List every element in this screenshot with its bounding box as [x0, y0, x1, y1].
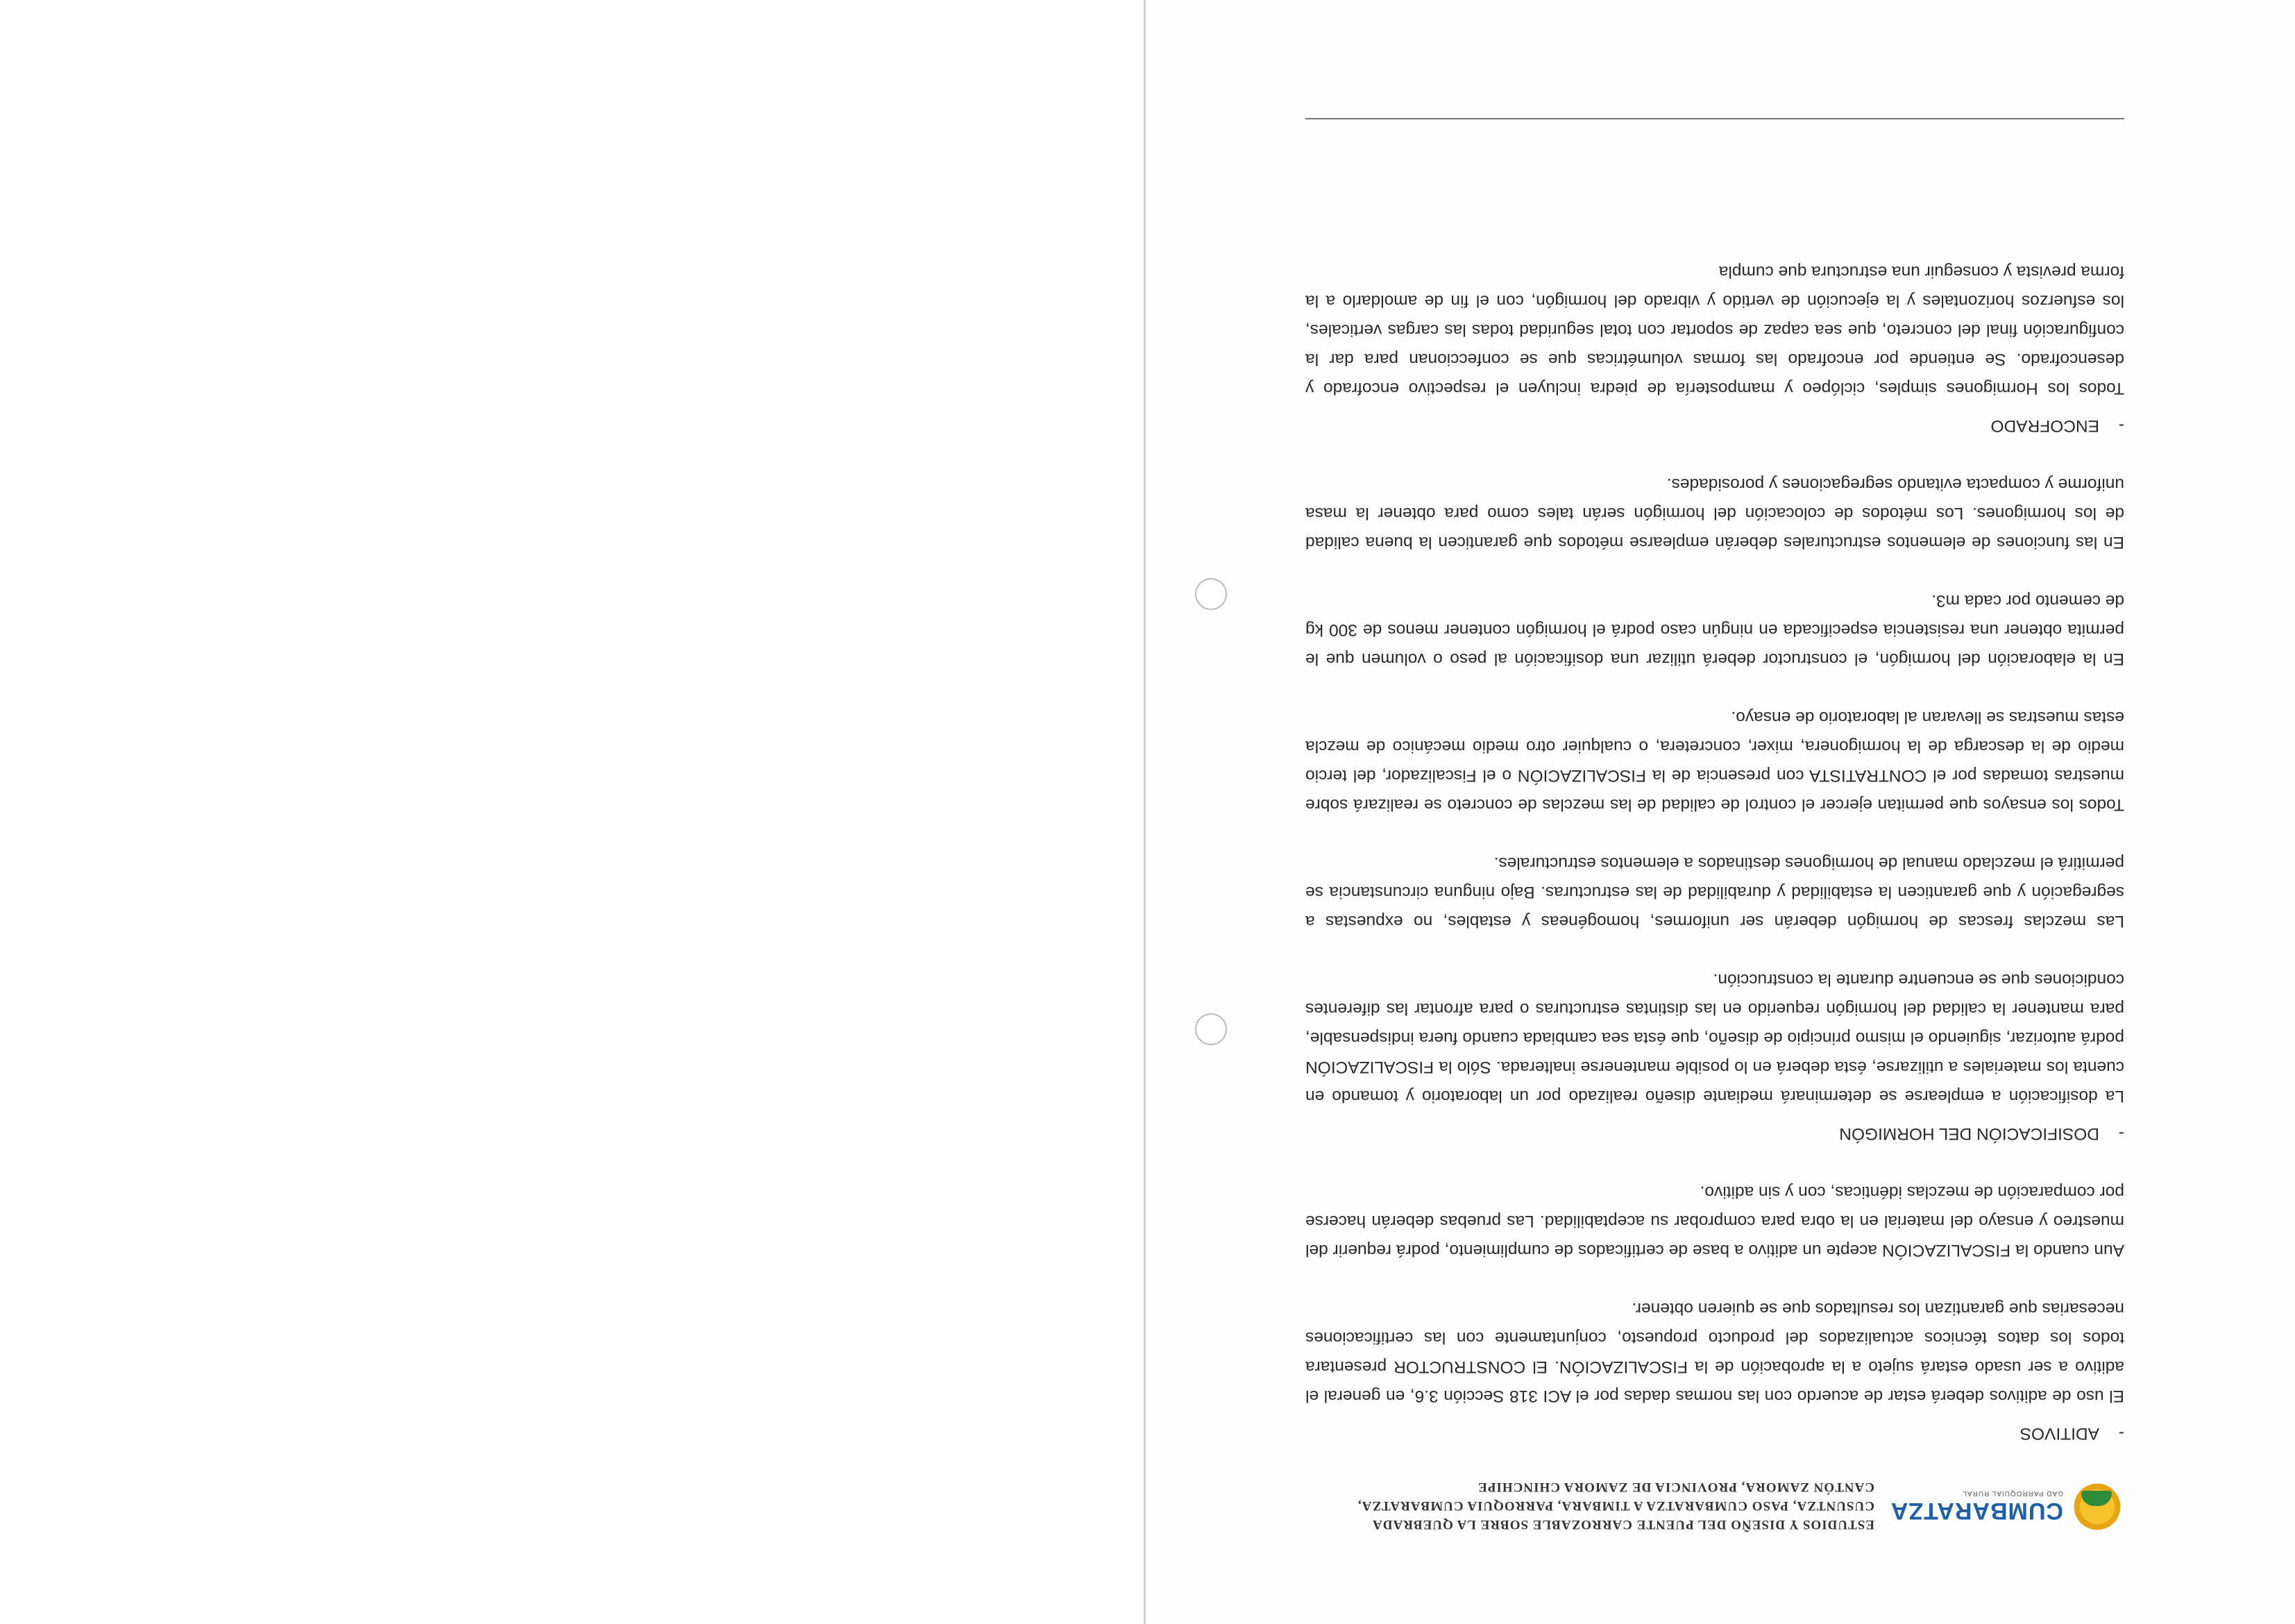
bullet-dash: - — [2118, 1124, 2124, 1143]
paragraph: Todos los Hormigones simples, ciclópeo y mampostería de piedra incluyen el respectivo encofrado y desencofrado. Se entiende por encofrado las formas volumétricas que se confeccionan para dar la configuración final del concreto, que sea capaz de soportar con total seguridad todas las cargas verticales, los esfuerzos horizontales y la ejecución de vertido y vibrado del hormigón, con el fin de amoldarlo a la forma prevista y conseguir una estructura que cumpla — [1305, 262, 2124, 398]
heading-text: ENCOFRADO — [1990, 416, 2099, 435]
document-header — [1305, 1457, 2124, 1534]
section-heading-aditivos — [1305, 1419, 2124, 1448]
title-line: ESTUDIOS Y DISEÑO DEL PUENTE CARROZABLE SOBRE LA QUEBRADA — [1372, 1517, 1874, 1532]
blank-left-page — [0, 0, 1142, 1624]
title-line: CANTÓN ZAMORA, PROVINCIA DE ZAMORA CHINCHIPE — [1477, 1480, 1874, 1494]
bullet-dash: - — [2118, 416, 2124, 435]
logo-subtitle: GAD PARROQUIAL RURAL — [1962, 1489, 2063, 1497]
document-body — [1305, 257, 2124, 1448]
title-line: CUSUNTZA, PASO CUMBARATZA A TIMBARA, PARROQUIA CUMBARATZA, — [1357, 1498, 1874, 1513]
rotated-content — [1305, 76, 2124, 1534]
heading-text: ADITIVOS — [2019, 1424, 2099, 1443]
logo — [1874, 1480, 2124, 1534]
paragraph: En la elaboración del hormigón, el constructor deberá utilizar una dosificación al peso o volumen que le permita obtener una resistencia especificada en ningún caso podrá el hormigón contener menos de 300 kg de cemento por cada m3. — [1305, 591, 2124, 668]
document-page — [1146, 0, 2295, 1624]
paragraph: Todos los ensayos que permitan ejercer el control de calidad de las mezclas de concreto se realizará sobre muestras tomadas por el CONTRATISTA con presencia de la FISCALIZACIÓN o el Fiscalizador, del tercio medio de la descarga de la hormigonera, mixer, concretera, o cualquier otro medio mecánico de mezcla estas muestras se llevaran al laboratorio de ensayo. — [1305, 708, 2124, 814]
bullet-dash: - — [2118, 1424, 2124, 1443]
footer-rule — [1305, 118, 2124, 119]
paragraph: En las funciones de elementos estructurales deberán emplearse métodos que garanticen la buena calidad de los hormigones. Los métodos de colocación del hormigón serán tales como para obtener la masa uniforme y compacta evitando segregaciones y porosidades. — [1305, 475, 2124, 552]
paragraph: La dosificación a emplearse se determinará mediante diseño realizado por un laboratorio y tomando en cuenta los materiales a utilizarse, ésta deberá en lo posible mantenerse inalterada. Sólo la FISCALIZACIÓN podrá autorizar, siguiendo el mismo principio de diseño, que ésta sea cambiada cuando fuera indispensable, para mantener la calidad del hormigón requerido en las distintas estructuras o para afrontar las diferentes condiciones que se encuentre durante la construcción. — [1305, 970, 2124, 1106]
punch-hole — [1195, 1013, 1227, 1045]
paragraph: Las mezclas frescas de hormigón deberán ser uniformes, homogéneas y estables, no expuestas a segregación y que garanticen la estabilidad y durabilidad de las estructuras. Bajo ninguna circunstancia se permitirá el mezclado manual de hormigones destinados a elementos estructurales. — [1305, 854, 2124, 931]
heading-text: DOSIFICACIÓN DEL HORMIGÓN — [1839, 1124, 2099, 1143]
sun-logo-icon — [2070, 1480, 2124, 1534]
section-heading-encofrado — [1305, 411, 2124, 440]
document-title — [1305, 1478, 1874, 1534]
section-heading-dosificacion — [1305, 1119, 2124, 1148]
paragraph: El uso de aditivos deberá estar de acuerdo con las normas dadas por el ACI 318 Sección 3.6, en general el aditivo a ser usado estará sujeto a la aprobación de la FISCALIZACIÓN. El CONSTRUCTOR presentara todos los datos técnicos actualizados del producto propuesto, conjuntamente con las certificaciones necesarias que garantizan los resultados que se quieren obtener. — [1305, 1299, 2124, 1405]
paragraph: Aun cuando la FISCALIZACIÓN acepte un aditivo a base de certificados de cumplimiento, podrá requerir del muestreo y ensayo del material en la obra para comprobar su aceptabilidad. Las pruebas deberán hacerse por comparación de mezclas idénticas, con y sin aditivo. — [1305, 1183, 2124, 1260]
punch-hole — [1195, 578, 1227, 610]
logo-name: CUMBARATZA — [1890, 1498, 2063, 1524]
